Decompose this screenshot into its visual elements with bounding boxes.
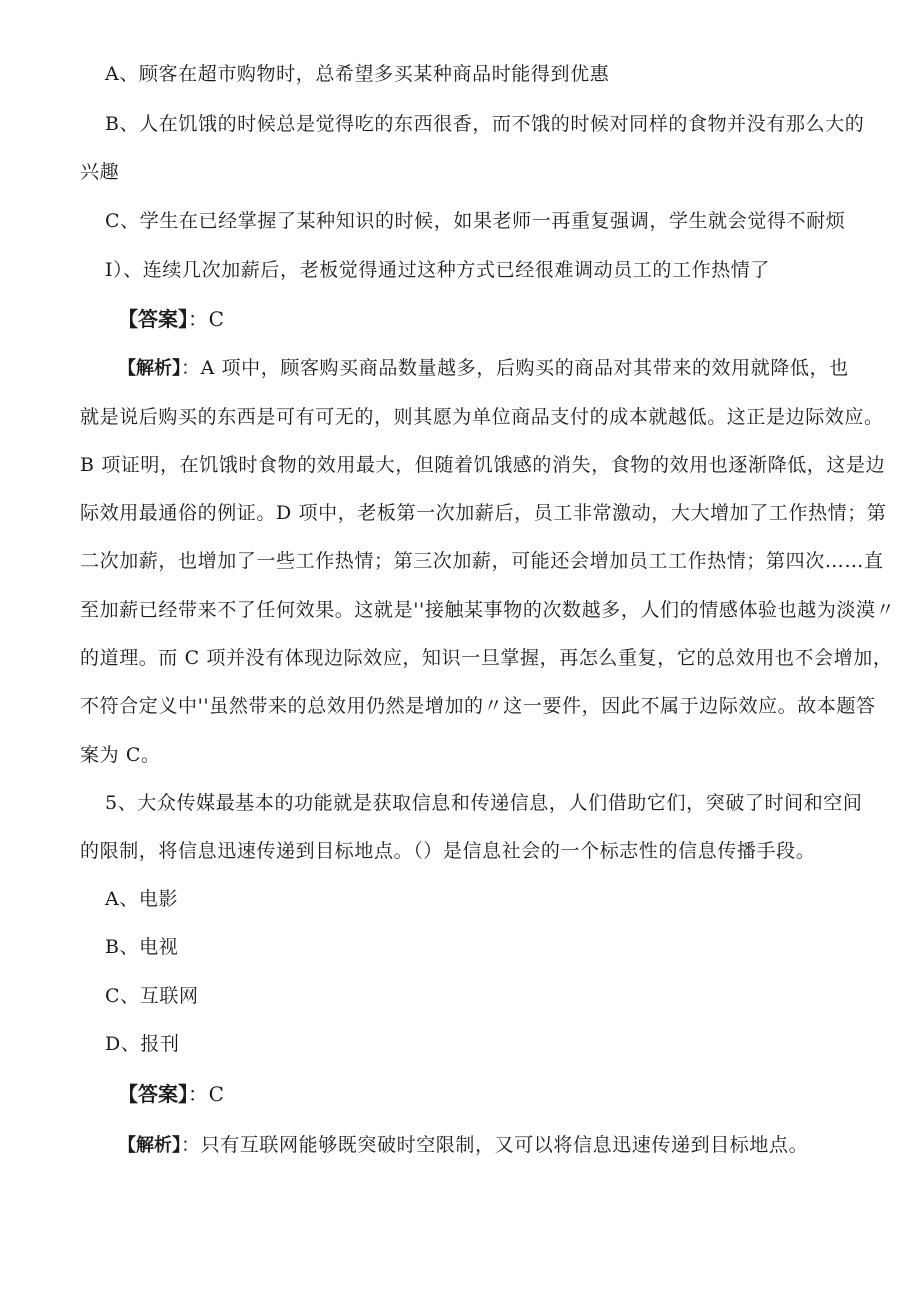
answer-value: ：C [188,307,225,331]
analysis-label: 【解析】 [118,1135,181,1156]
q5-answer [118,1082,225,1107]
q4-option-b-line2: 兴趣 [80,161,120,183]
q4-analysis-line-2: 就是说后购买的东西是可有可无的，则其愿为单位商品支付的成本就越低。这正是边际效应。 [80,406,884,428]
q5-stem-line1: 5、大众传媒最基本的功能就是获取信息和传递信息，人们借助它们，突破了时间和空间 [105,792,863,814]
q4-analysis-line-5: 二次加薪，也增加了一些工作热情；第三次加薪，可能还会增加员工工作热情；第四次……直 [80,550,884,572]
q4-analysis-line-9: 案为 C。 [80,744,161,766]
q4-option-d: I）、连续几次加薪后，老板觉得通过这种方式已经很难调动员工的工作热情了 [105,259,771,281]
answer-value: ：C [188,1082,225,1106]
analysis-text: ：A 项中，顾客购买商品数量越多，后购买的商品对其带来的效用就降低，也 [181,357,849,379]
q4-analysis-line-8: 不符合定义中''虽然带来的总效用仍然是增加的〃这一要件，因此不属于边际效应。故本题答 [80,695,876,717]
q4-analysis-line-4: 际效用最通俗的例证。D 项中，老板第一次加薪后，员工非常激动，大大增加了工作热情；第 [80,502,887,524]
analysis-text: ：只有互联网能够既突破时空限制，又可以将信息迅速传递到目标地点。 [181,1134,809,1156]
answer-label: 【答案】 [118,1082,188,1106]
q5-option-c: C、互联网 [105,985,199,1007]
analysis-label: 【解析】 [118,358,181,379]
q4-option-a: A、顾客在超市购物时，总希望多买某种商品时能得到优惠 [105,63,610,85]
q5-option-a: A、电影 [105,888,179,910]
q4-option-b-line1: B、人在饥饿的时候总是觉得吃的东西很香，而不饿的时候对同样的食物并没有那么大的 [105,113,865,135]
q4-analysis-line-3: B 项证明，在饥饿时食物的效用最大，但随着饥饿感的消失，食物的效用也逐渐降低，这是边 [80,454,886,476]
q4-analysis-line-1 [118,356,849,381]
answer-label: 【答案】 [118,307,188,331]
q5-analysis [118,1133,808,1158]
q5-stem-line2: 的限制，将信息迅速传递到目标地点。（）是信息社会的一个标志性的信息传播手段。 [80,840,816,862]
q4-option-c: C、学生在已经掌握了某种知识的时候，如果老师一再重复强调，学生就会觉得不耐烦 [105,210,846,232]
q5-option-d: D、报刊 [105,1033,180,1055]
q4-analysis-line-6: 至加薪已经带来不了任何效果。这就是''接触某事物的次数越多，人们的情感体验也越为淡漠〃 [80,599,896,621]
q5-option-b: B、电视 [105,936,179,958]
q4-analysis-line-7: 的道理。而 C 项并没有体现边际效应，知识一旦掌握，再怎么重复，它的总效用也不会增加， [80,647,893,669]
q4-answer [118,307,225,332]
